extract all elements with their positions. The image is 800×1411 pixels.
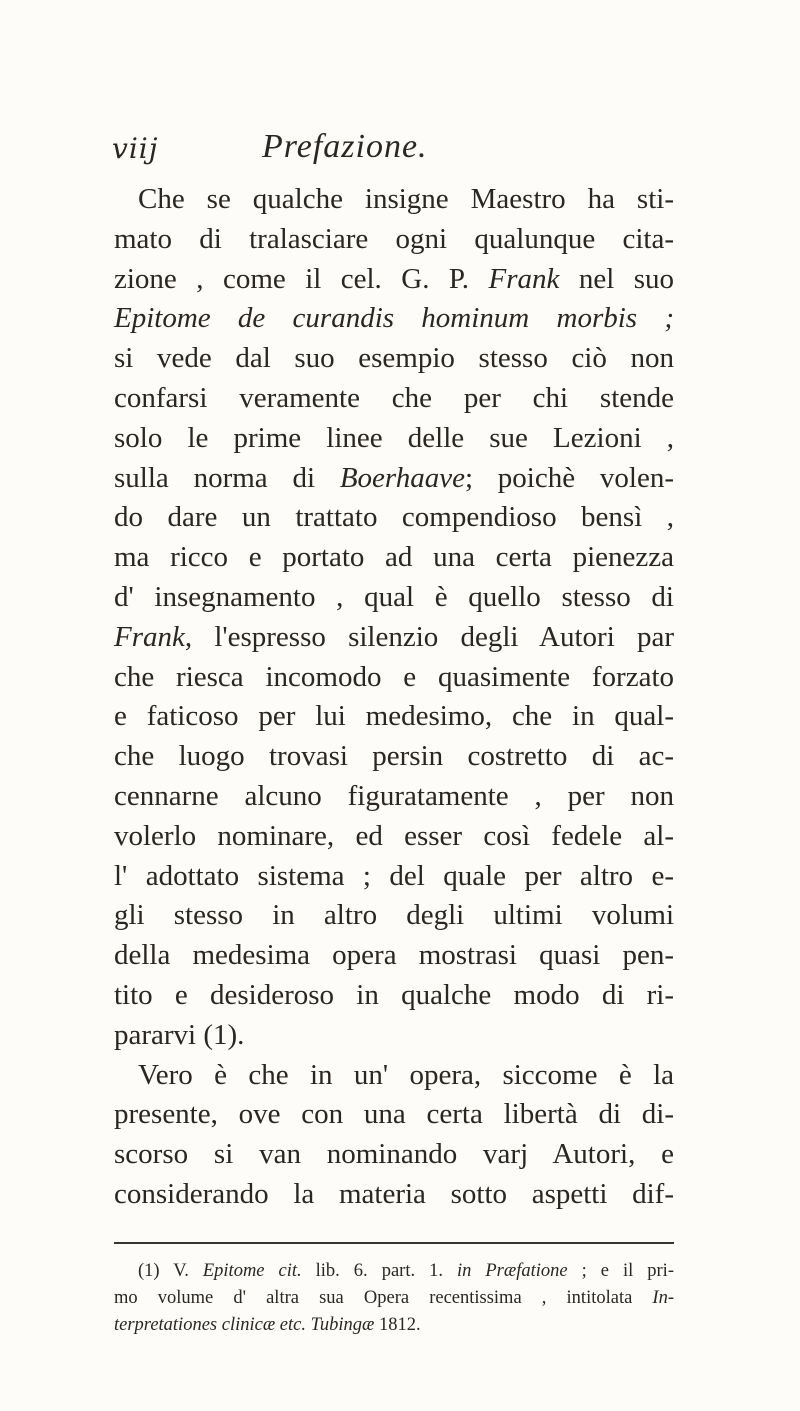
page-number: viij — [112, 132, 159, 165]
text-line: volerlo nominare, ed esser così fedele al- — [114, 819, 674, 852]
text-line: mato di tralasciare ogni qualunque cita- — [114, 222, 674, 255]
text-line: Epitome de curandis hominum morbis ; — [114, 302, 674, 335]
text-line: si vede dal suo esempio stesso ciò non — [114, 342, 674, 375]
text-line: che riesca incomodo e quasimente forzato — [114, 660, 674, 693]
text-line: l' adottato sistema ; del quale per altro e- — [114, 859, 674, 892]
text-line: sulla norma di Boerhaave; poichè volen- — [114, 461, 674, 494]
text-line: zione , come il cel. G. P. Frank nel suo — [114, 262, 675, 295]
text-line: scorso si van nominando varj Autori, e — [114, 1138, 674, 1171]
text-line: gli stesso in altro degli ultimi volumi — [114, 899, 674, 932]
footnote-line: mo volume d' altra sua Opera recentissima , intitolata In- — [114, 1288, 674, 1308]
text-line: e faticoso per lui medesimo, che in qual- — [114, 700, 674, 733]
text-line: ma ricco e portato ad una certa pienezza — [114, 541, 674, 574]
running-title: Prefazione. — [262, 128, 428, 165]
text-line: Frank, l'espresso silenzio degli Autori par — [114, 620, 674, 653]
footnote-line: terpretationes clinicæ etc. Tubingæ 1812. — [114, 1315, 421, 1335]
text-line: della medesima opera mostrasi quasi pen- — [114, 939, 674, 972]
text-line: d' insegnamento , qual è quello stesso di — [114, 580, 674, 613]
text-line: pararvi (1). — [114, 1018, 245, 1051]
body-text — [114, 180, 674, 1215]
footnote — [114, 1258, 674, 1339]
footnote-rule — [114, 1242, 674, 1244]
text-line: che luogo trovasi persin costretto di ac- — [114, 740, 674, 773]
text-line: confarsi veramente che per chi stende — [114, 381, 674, 414]
text-line: presente, ove con una certa libertà di di- — [114, 1098, 674, 1131]
text-line: considerando la materia sotto aspetti dif- — [114, 1177, 674, 1210]
text-line: do dare un trattato compendioso bensì , — [114, 501, 674, 534]
text-line: tito e desideroso in qualche modo di ri- — [114, 978, 674, 1011]
page-header — [112, 128, 692, 172]
text-line: Vero è che in un' opera, siccome è la — [138, 1058, 674, 1091]
text-line: cennarne alcuno figuratamente , per non — [114, 779, 674, 812]
footnote-line: (1) V. Epitome cit. lib. 6. part. 1. in Præfatione ; e il pri- — [138, 1261, 674, 1281]
text-line: solo le prime linee delle sue Lezioni , — [114, 421, 674, 454]
text-line: Che se qualche insigne Maestro ha sti- — [138, 183, 674, 215]
